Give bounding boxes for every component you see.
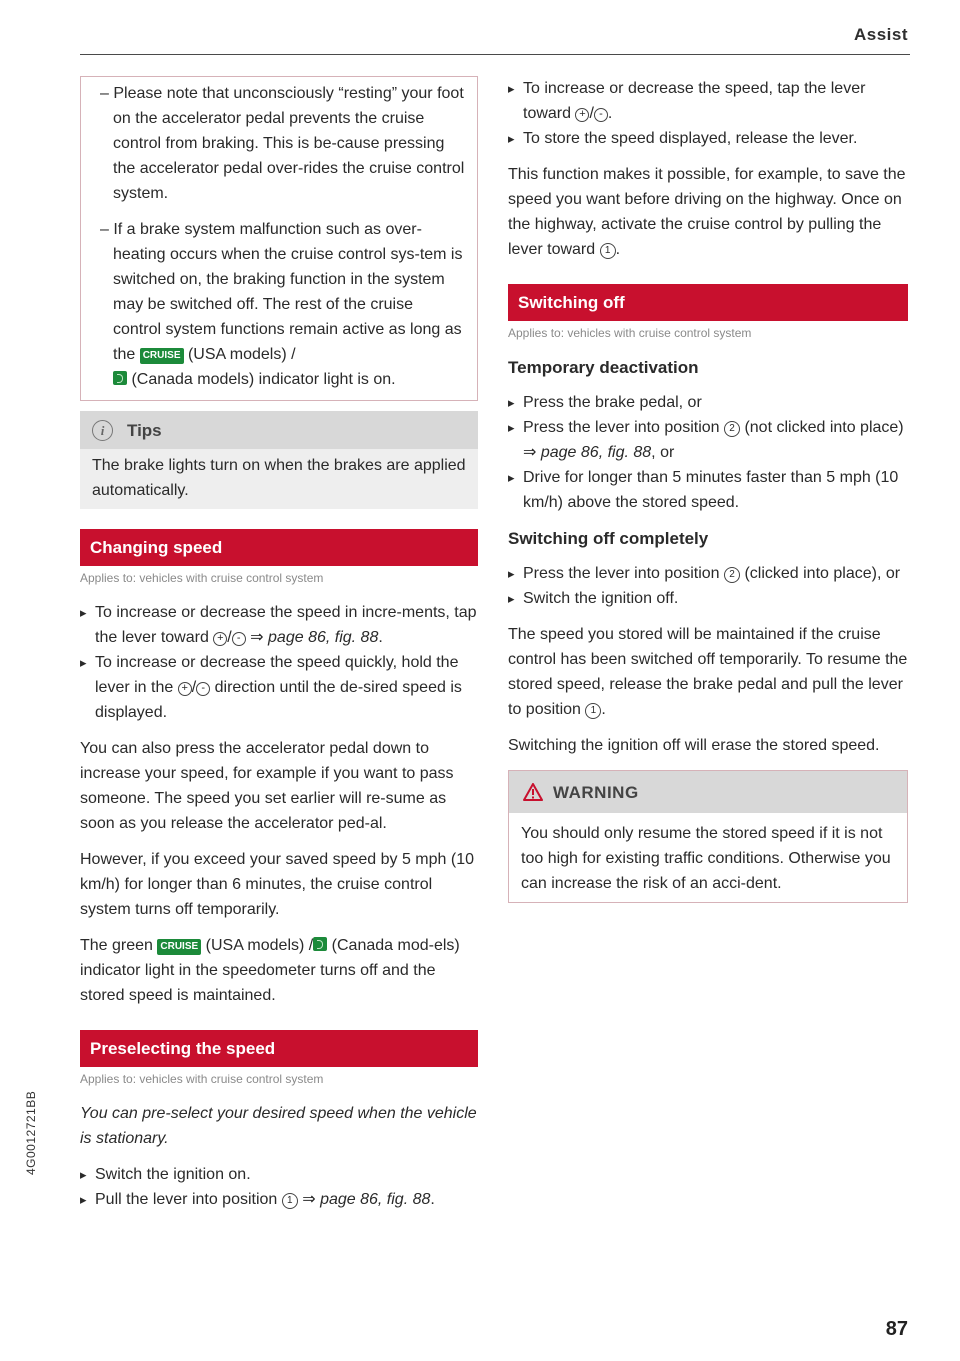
- document-code: 4G0012721BB: [24, 1090, 38, 1175]
- header-rule: [80, 54, 910, 55]
- tips-title: Tips: [127, 420, 162, 440]
- paragraph: This function makes it possible, for example, to save the speed you want before driving on the highway. Once on the highway, activate the cruise control by pulling the lever toward 1 .: [508, 166, 906, 258]
- plus-icon: +: [575, 108, 589, 122]
- list-item: ▸ Press the brake pedal, or: [508, 390, 908, 415]
- applies-note: Applies to: vehicles with cruise control system: [80, 1072, 324, 1086]
- position-2-icon: 2: [724, 421, 740, 437]
- warning-body: You should only resume the stored speed if it is not too high for existing traffic conditions. Otherwise you can increase the risk of an acci-dent.: [521, 825, 891, 892]
- warning-title: WARNING: [553, 782, 639, 802]
- plus-icon: +: [178, 682, 192, 696]
- bullet-list: [508, 76, 908, 151]
- right-column: [508, 76, 908, 903]
- bullet-list: [508, 561, 908, 611]
- position-1-icon: 1: [600, 243, 616, 259]
- tips-header: [80, 411, 478, 449]
- page-reference: page 86, fig. 88: [320, 1191, 431, 1208]
- cruise-indicator-icon: CRUISE: [140, 348, 184, 364]
- tips-box: [80, 411, 478, 509]
- position-1-icon: 1: [585, 703, 601, 719]
- list-item: ▸ Drive for longer than 5 minutes faster than 5 mph (10 km/h) above the stored speed.: [508, 465, 908, 515]
- list-item: ▸ To increase or decrease the speed, tap the lever toward + / - .: [508, 76, 908, 126]
- position-1-icon: 1: [282, 1193, 298, 1209]
- page-reference: page 86, fig. 88: [540, 444, 652, 461]
- page-number: 87: [885, 1318, 908, 1340]
- list-item: ▸ To store the speed displayed, release the lever.: [508, 126, 908, 151]
- heading-preselecting-speed: Preselecting the speed: [80, 1030, 478, 1067]
- note-item: – Please note that unconsciously “resting” your foot on the accelerator pedal prevents the cruise control from braking. This is be-cause pressing the accelerator pedal over-rides the cruise control system.: [93, 81, 465, 206]
- tips-body: The brake lights turn on when the brakes are applied automatically.: [92, 457, 466, 499]
- list-item: ▸ Switch the ignition off.: [508, 586, 908, 611]
- list-item: ▸ To increase or decrease the speed in incre-ments, tap the lever toward + / - ⇒ page 86, fig. 88.: [80, 600, 478, 650]
- heading-changing-speed: Changing speed: [80, 529, 478, 566]
- intro-text: You can pre-select your desired speed when the vehicle is stationary.: [80, 1105, 477, 1147]
- plus-icon: +: [213, 632, 227, 646]
- paragraph: You can also press the accelerator pedal down to increase your speed, for example if you want to pass someone. The speed you set earlier will re-sume as soon as you release the accelerator ped-al.: [80, 740, 454, 832]
- subheading-temporary: Temporary deactivation: [508, 358, 699, 377]
- list-item: ▸ To increase or decrease the speed quickly, hold the lever in the + / - direction until the de-sired speed is displayed.: [80, 650, 478, 725]
- section-title: Assist: [853, 25, 908, 44]
- warning-header: [509, 771, 907, 813]
- warning-box: [508, 770, 908, 903]
- list-item: ▸ Press the lever into position 2 (clicked into place), or: [508, 561, 908, 586]
- info-icon: i: [92, 420, 113, 441]
- canada-cruise-indicator-icon: [113, 371, 127, 385]
- warning-triangle-icon: [523, 783, 543, 801]
- cruise-indicator-icon: CRUISE: [157, 939, 201, 955]
- list-item: ▸ Pull the lever into position 1 ⇒ page 86, fig. 88.: [80, 1187, 478, 1212]
- bullet-list: [80, 600, 478, 725]
- applies-note: Applies to: vehicles with cruise control system: [508, 326, 752, 340]
- paragraph: The speed you stored will be maintained if the cruise control has been switched off temporarily. To resume the stored speed, release the brake pedal and pull the lever to position 1 .: [508, 626, 908, 718]
- list-item: ▸ Switch the ignition on.: [80, 1162, 478, 1187]
- list-item: ▸ Press the lever into position 2 (not clicked into place) ⇒ page 86, fig. 88, or: [508, 415, 908, 465]
- paragraph: The green CRUISE (USA models) / (Canada mod-els) indicator light in the speedometer turns off and the stored speed is maintained.: [80, 937, 460, 1004]
- minus-icon: -: [594, 108, 608, 122]
- paragraph: Switching the ignition off will erase the stored speed.: [508, 737, 880, 754]
- left-column: [80, 76, 478, 1223]
- position-2-icon: 2: [724, 567, 740, 583]
- canada-cruise-indicator-icon: [313, 937, 327, 951]
- heading-switching-off: Switching off: [508, 284, 908, 321]
- page-reference: page 86, fig. 88: [268, 629, 379, 646]
- minus-icon: -: [196, 682, 210, 696]
- subheading-completely: Switching off completely: [508, 529, 709, 548]
- paragraph: However, if you exceed your saved speed by 5 mph (10 km/h) for longer than 6 minutes, the cruise control system turns off temporarily.: [80, 851, 474, 918]
- note-box: [80, 76, 478, 401]
- minus-icon: -: [232, 632, 246, 646]
- applies-note: Applies to: vehicles with cruise control system: [80, 571, 324, 585]
- bullet-list: [80, 1162, 478, 1212]
- note-item: – If a brake system malfunction such as over-heating occurs when the cruise control sys-tem is switched on, the braking function in the system may be switched off. The rest of the cruise control system functions remain active as long as the CRUISE (USA models) / (Canada models) indicator light is on.: [93, 217, 465, 392]
- bullet-list: [508, 390, 908, 515]
